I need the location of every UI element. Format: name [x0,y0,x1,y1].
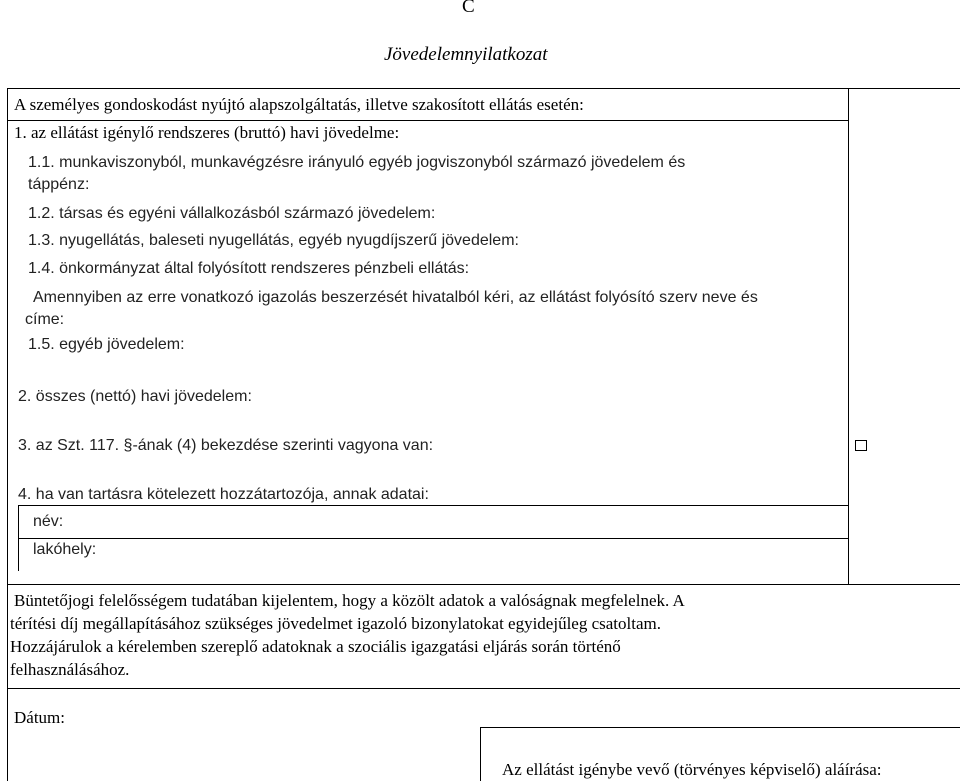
form-title: Jövedelemnyilatkozat [384,44,548,65]
declaration-line-3: Hozzájárulok a kérelemben szereplő adatoknak a szociális igazgatási eljárás során történő [10,637,621,656]
item-1-4-note-cont: címe: [25,311,65,328]
date-label: Dátum: [14,708,65,727]
relative-address-label: lakóhely: [33,541,97,558]
item-1-5-label: 1.5. egyéb jövedelem: [28,336,185,353]
right-column-divider [848,88,849,584]
item-1-1-label-cont: táppénz: [28,176,90,193]
item-2-label: 2. összes (nettó) havi jövedelem: [18,388,252,405]
form-table [7,88,960,781]
declaration-line-4: felhasználásához. [10,660,130,679]
divider [7,688,960,689]
item-1-4-label: 1.4. önkormányzat által folyósított rendszeres pénzbeli ellátás: [28,260,470,277]
divider [7,120,848,121]
item-4-label: 4. ha van tartásra kötelezett hozzátartozója, annak adatai: [18,486,429,503]
divider [18,538,848,539]
signature-label: Az ellátást igénybe vevő (törvényes képviselő) aláírása: [502,760,882,779]
item-1-label: 1. az ellátást igénylő rendszeres (bruttó) havi jövedelme: [14,123,400,142]
item-1-2-label: 1.2. társas és egyéni vállalkozásból származó jövedelem: [28,205,436,222]
divider [7,584,960,585]
signature-left-border [480,727,481,781]
divider [18,505,848,506]
divider [480,727,960,728]
declaration-line-1: Büntetőjogi felelősségem tudatában kijelentem, hogy a közölt adatok a valóságnak megfelelnek. A [14,591,685,610]
item-1-3-label: 1.3. nyugellátás, baleseti nyugellátás, egyéb nyugdíjszerű jövedelem: [28,232,519,249]
section-intro: A személyes gondoskodást nyújtó alapszolgáltatás, illetve szakosított ellátás esetén: [14,95,584,114]
item-1-4-note: Amennyiben az erre vonatkozó igazolás beszerzését hivatalból kéri, az ellátást folyósító szerv neve és [33,289,758,306]
property-checkbox[interactable] [855,440,867,451]
form-letter: C [462,0,475,17]
relative-name-label: név: [33,513,64,530]
item-1-1-label: 1.1. munkaviszonyból, munkavégzésre irányuló egyéb jogviszonyból származó jövedelem és [28,154,686,171]
declaration-line-2: térítési díj megállapításához szükséges jövedelmet igazoló bizonylatokat egyidejűleg csatoltam. [10,614,661,633]
item-3-label: 3. az Szt. 117. §-ának (4) bekezdése szerinti vagyona van: [18,437,434,454]
